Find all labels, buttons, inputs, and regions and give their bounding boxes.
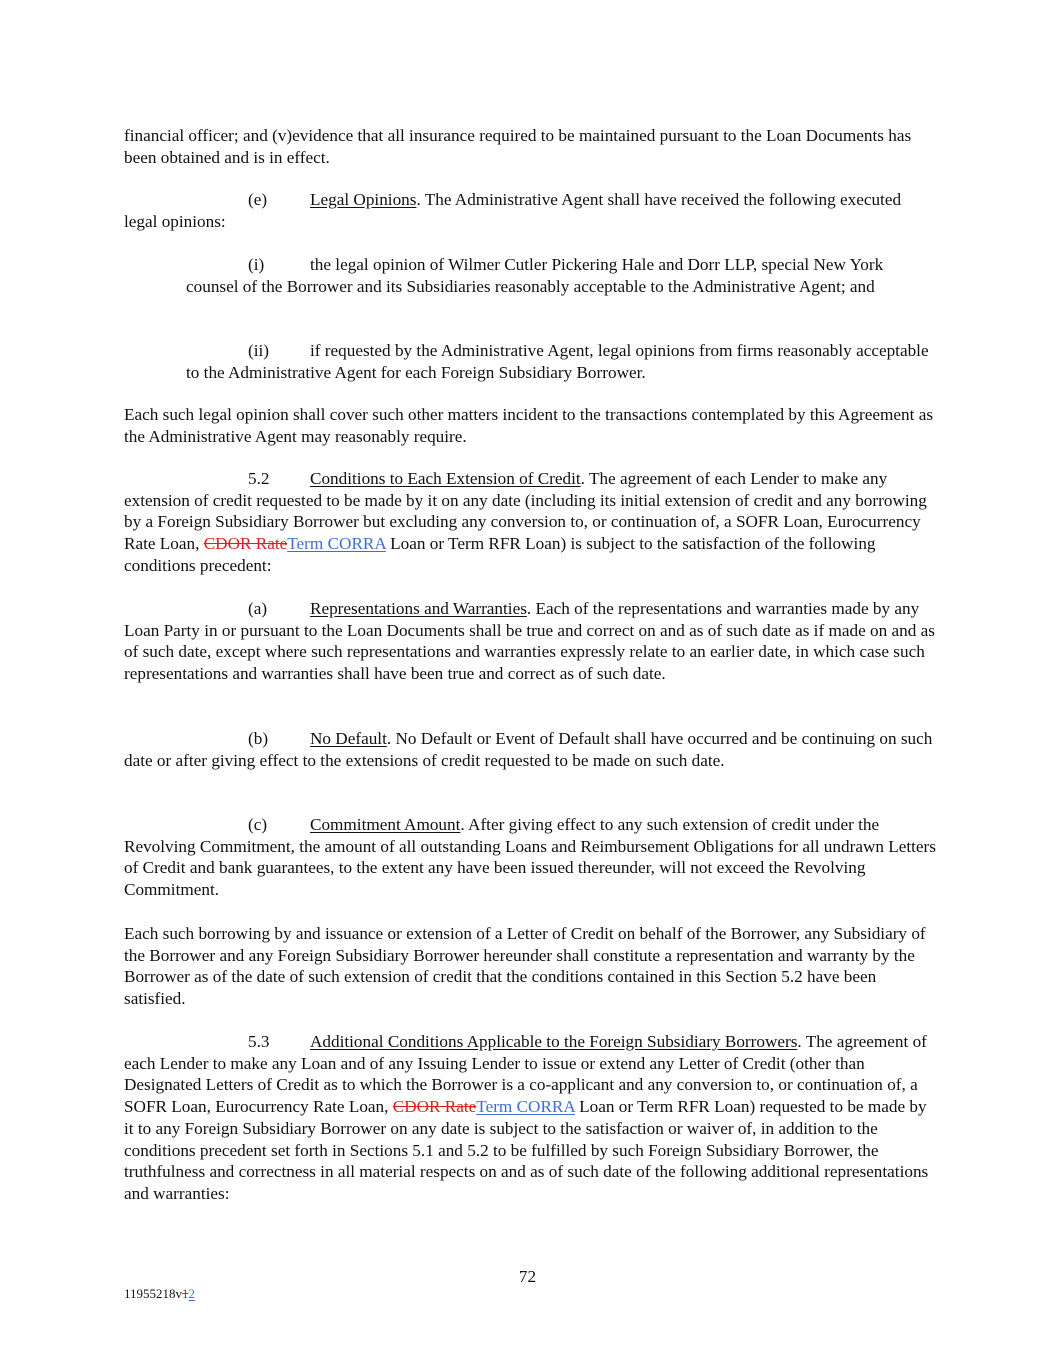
clause-label: (e) [248, 190, 268, 209]
section-b-no-default [124, 728, 936, 771]
subclause-label: (i) [248, 255, 265, 274]
inserted-text: Term CORRA [287, 534, 386, 554]
clause-heading: Legal Opinions [310, 190, 417, 209]
subclause-label: (ii) [248, 341, 269, 360]
clause-label: (c) [248, 815, 268, 834]
section-c-commitment [124, 814, 936, 901]
paragraph-each-legal-opinion: Each such legal opinion shall cover such other matters incident to the transactions contemplated by this Agreement as the Administrative Agent may reasonably require. [124, 405, 934, 446]
clause-text: . After giving effect to any such extension of credit under the Revolving Commitment, the amount of all outstanding Loans and Reimbursement Obligations for all undrawn Letters of Credit and bank guarantees, to the extent any have been issued thereunder, will not exceed the Revolving Commitment. [124, 815, 936, 900]
clause-heading: Representations and Warranties [310, 599, 527, 618]
subclause-text: if requested by the Administrative Agent, legal opinions from firms reasonably acceptable to the Administrative Agent for each Foreign Subsidiary Borrower. [186, 341, 929, 382]
section-number: 5.3 [248, 1032, 270, 1051]
clause-heading: Commitment Amount [310, 815, 461, 834]
section-number: 5.2 [248, 469, 270, 488]
deleted-text: CDOR Rate [203, 534, 288, 554]
document-id: 11955218v12 [124, 1286, 196, 1301]
section-5-2: 5.2 Conditions to Each Extension of Credit. The agreement of each Lender to make any extension of credit requested to be made by it on any date (including its initial extension of credit and any borrowing by a Foreign Subsidiary Borrower but excluding any conversion to, or continuation of, a SOFR Loan, Eurocurrency Rate Loan, CDOR RateTerm CORRA Loan or Term RFR Loan) is subject to the satisfaction of the following conditions precedent: [124, 469, 927, 575]
clause-text: . Each of the representations and warranties made by any Loan Party in or pursuant to the Loan Documents shall be true and correct on and as of such date as if made on and as of such date, except where such representations and warranties expressly relate to an earlier date, in which case such representations and warranties shall have been true and correct as of such date. [124, 599, 935, 684]
section-5-3: 5.3 Additional Conditions Applicable to the Foreign Subsidiary Borrowers. The agreement of each Lender to make any Loan and of any Issuing Lender to issue or extend any Letter of Credit (other than Designated Letters of Credit as to which the Borrower is a co-applicant and any conversion to, or continuation of, a SOFR Loan, Eurocurrency Rate Loan, CDOR RateTerm CORRA Loan or Term RFR Loan) requested to be made by it to any Foreign Subsidiary Borrower on any date is subject to the satisfaction or waiver of, in addition to the conditions precedent set forth in Sections 5.1 and 5.2 to be fulfilled by such Foreign Subsidiary Borrower, the truthfulness and correctness in all material respects on and as of such date of the following additional representations and warranties: [124, 1032, 929, 1203]
section-a-representations [124, 598, 936, 685]
paragraph-insurance-evidence: financial officer; and (v)evidence that all insurance required to be maintained pursuant to the Loan Documents has been obtained and is in effect. [124, 126, 912, 167]
section-heading: Additional Conditions Applicable to the Foreign Subsidiary Borrowers [310, 1032, 798, 1051]
clause-label: (a) [248, 599, 268, 618]
clause-heading: No Default [310, 729, 387, 748]
clause-text: . No Default or Event of Default shall have occurred and be continuing on such date or after giving effect to the extensions of credit requested to be made on such date. [124, 729, 933, 770]
doc-version-deleted: 1 [182, 1286, 189, 1301]
clause-text: . The Administrative Agent shall have received the following executed legal opinions: [124, 190, 902, 231]
subclause-ii [186, 340, 936, 383]
page-number: 72 [518, 1267, 537, 1286]
section-e-legal-opinions [124, 189, 936, 232]
inserted-text: Term CORRA [476, 1097, 575, 1117]
deleted-text: CDOR Rate [392, 1097, 477, 1117]
doc-version-inserted: 2 [188, 1286, 196, 1301]
section-heading: Conditions to Each Extension of Credit [310, 469, 581, 488]
clause-label: (b) [248, 729, 269, 748]
subclause-text: the legal opinion of Wilmer Cutler Pickering Hale and Dorr LLP, special New York counsel of the Borrower and its Subsidiaries reasonably acceptable to the Administrative Agent; and [186, 255, 884, 296]
subclause-i [186, 254, 936, 297]
paragraph-each-borrowing: Each such borrowing by and issuance or extension of a Letter of Credit on behalf of the Borrower, any Subsidiary of the Borrower and any Foreign Subsidiary Borrower hereunder shall constitute a representation and warranty by the Borrower as of the date of such extension of credit that the conditions contained in this Section 5.2 have been satisfied. [124, 924, 926, 1009]
